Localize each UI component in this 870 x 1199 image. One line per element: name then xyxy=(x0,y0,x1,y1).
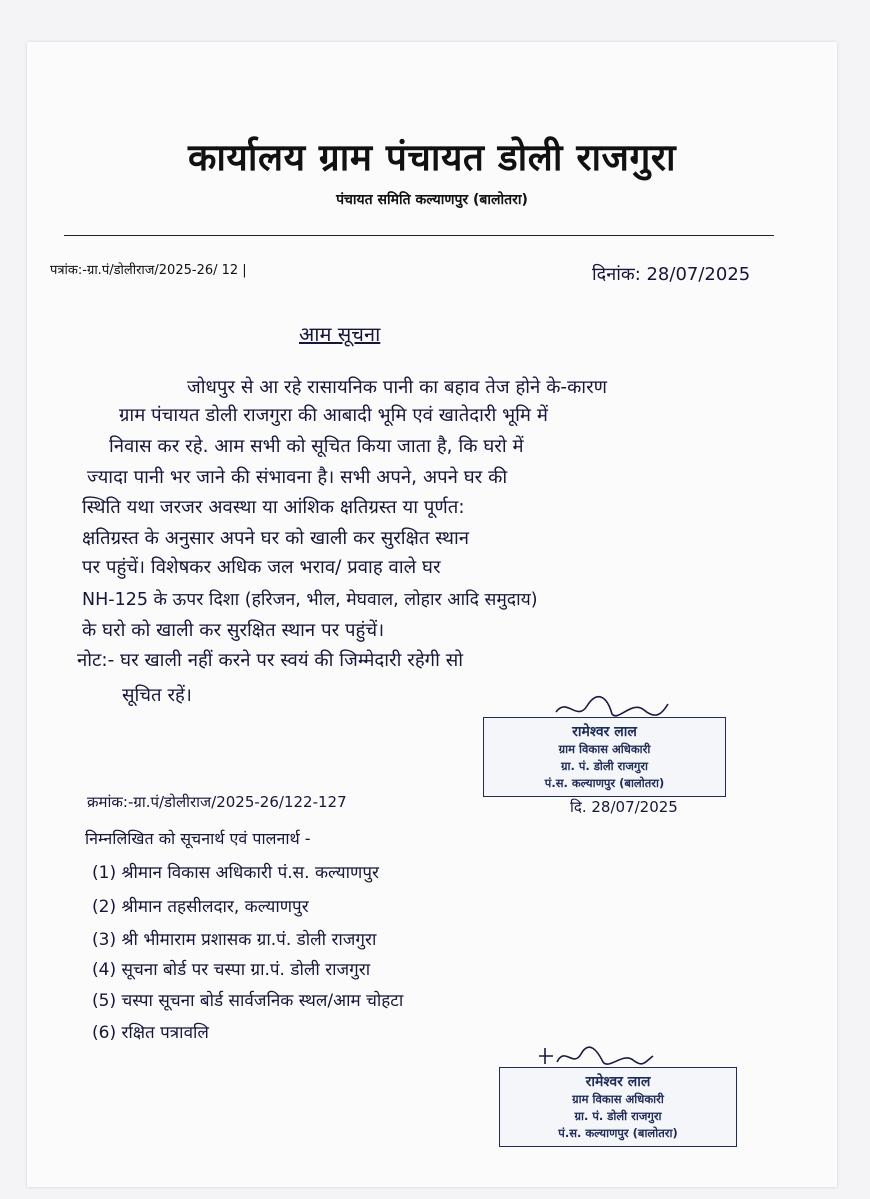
recipient-item: (4) सूचना बोर्ड पर चस्पा ग्रा.पं. डोली राजगुरा xyxy=(92,960,371,980)
notice-line: क्षतिग्रस्त के अनुसार अपने घर को खाली कर सुरक्षित स्थान xyxy=(82,528,470,549)
stamp-designation: ग्राम विकास अधिकारी xyxy=(572,1092,664,1106)
notice-line: के घरो को खाली कर सुरक्षित स्थान पर पहुंचें। xyxy=(82,620,385,641)
dispatch-ref: क्रमांक:-ग्रा.पं/डोलीराज/2025-26/122-127 xyxy=(87,793,347,811)
recipient-item: (2) श्रीमान तहसीलदार, कल्याणपुर xyxy=(92,897,309,917)
recipient-item: (1) श्रीमान विकास अधिकारी पं.स. कल्याणपुर xyxy=(92,863,379,883)
letter-page xyxy=(27,42,837,1187)
office-subtitle: पंचायत समिति कल्याणपुर (बालोतरा) xyxy=(336,192,528,208)
stamp-samiti: पं.स. कल्याणपुर (बालोतरा) xyxy=(544,776,665,790)
notice-line: निवास कर रहे. आम सभी को सूचित किया जाता है, कि घरो में xyxy=(109,436,524,457)
stamp-designation: ग्राम विकास अधिकारी xyxy=(558,742,651,756)
notice-line: स्थिति यथा जरजर अवस्था या आंशिक क्षतिग्रस्त या पूर्णत: xyxy=(82,497,465,518)
notice-line: NH-125 के ऊपर दिशा (हरिजन, भील, मेघवाल, लोहार आदि समुदाय) xyxy=(82,590,538,610)
stamp-name: रामेश्वर लाल xyxy=(585,1074,651,1090)
notice-heading: आम सूचना xyxy=(299,322,381,346)
stamp-panchayat: ग्रा. पं. डोली राजगुरा xyxy=(574,1109,662,1123)
notice-line: जोधपुर से आ रहे रासायनिक पानी का बहाव तेज होने के-कारण xyxy=(187,377,608,398)
official-stamp-1 xyxy=(483,717,726,797)
notice-line: ग्राम पंचायत डोली राजगुरा की आबादी भूमि एवं खातेदारी भूमि में xyxy=(119,405,548,426)
official-stamp-2 xyxy=(499,1067,737,1147)
recipient-item: (3) श्री भीमाराम प्रशासक ग्रा.पं. डोली राजगुरा xyxy=(92,930,377,950)
notice-line: पर पहुंचें। विशेषकर अधिक जल भराव/ प्रवाह वाले घर xyxy=(82,557,441,578)
notice-line: ज्यादा पानी भर जाने की संभावना है। सभी अपने, अपने घर की xyxy=(87,467,508,488)
dispatch-date: दि. 28/07/2025 xyxy=(570,798,678,816)
letter-date: दिनांक: 28/07/2025 xyxy=(592,264,751,285)
office-title: कार्यालय ग्राम पंचायत डोली राजगुरा xyxy=(187,136,677,179)
notice-line: नोट:- घर खाली नहीं करने पर स्वयं की जिम्मेदारी रहेगी सो xyxy=(77,650,464,671)
recipient-item: (6) रक्षित पत्रावलि xyxy=(92,1023,209,1043)
stamp-name: रामेश्वर लाल xyxy=(572,724,637,740)
header-divider xyxy=(64,235,774,236)
dispatch-intro: निम्नलिखित को सूचनार्थ एवं पालनार्थ - xyxy=(85,829,311,848)
reference-number: पत्रांक:-ग्रा.पं/डोलीराज/2025-26/ 12 | xyxy=(50,263,247,278)
stamp-samiti: पं.स. कल्याणपुर (बालोतरा) xyxy=(558,1126,678,1140)
notice-line: सूचित रहें। xyxy=(122,685,192,706)
stamp-panchayat: ग्रा. पं. डोली राजगुरा xyxy=(560,759,649,773)
recipient-item: (5) चस्पा सूचना बोर्ड सार्वजनिक स्थल/आम चोहटा xyxy=(92,991,404,1011)
